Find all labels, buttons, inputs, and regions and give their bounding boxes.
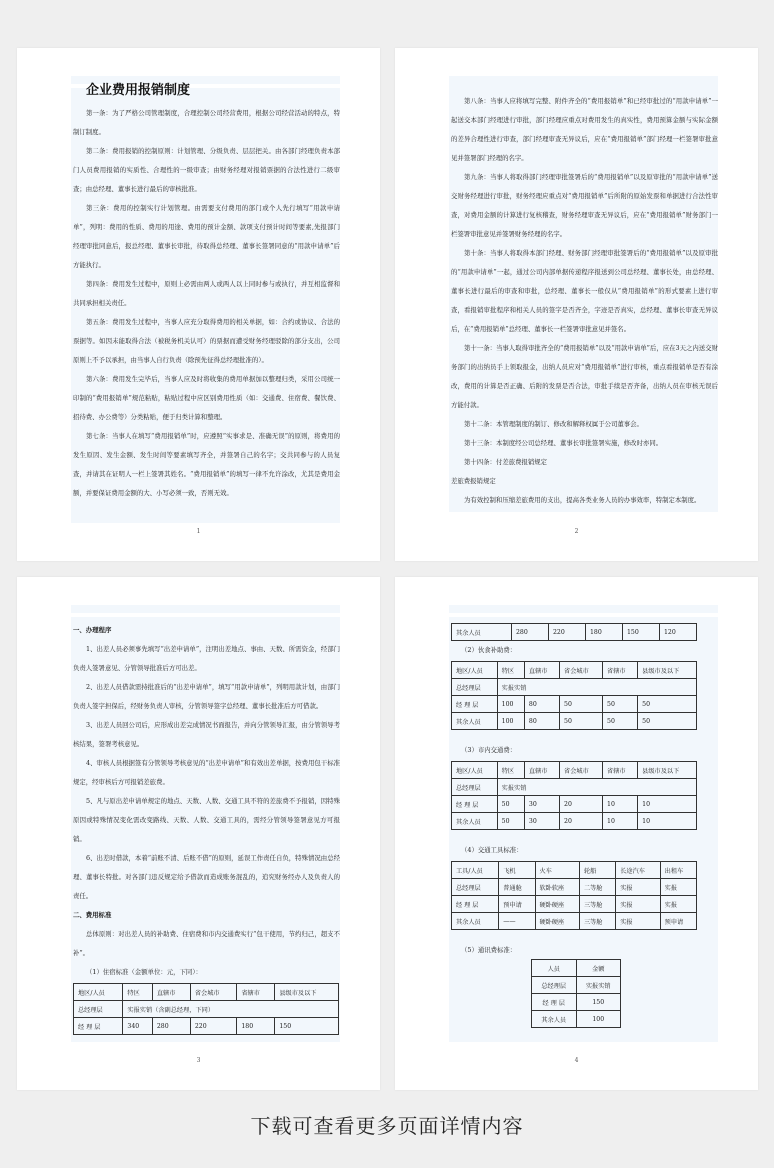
- procedure-item-5: 5、凡与原出差申请单规定的地点、天数、人数、交通工具不符的差旅费不予报销，因特殊原因或特殊情况变化需改变路线、天数、人数、交通工具的，需经分管领导签署意见方可报销。: [73, 797, 340, 843]
- meal-table: [451, 661, 697, 730]
- table-cell: 直辖市: [524, 762, 559, 779]
- table-cell: 总经理层: [452, 879, 499, 896]
- table-cell: 100: [497, 713, 524, 730]
- table-cell: 80: [524, 696, 559, 713]
- phone-table: [531, 959, 621, 1028]
- article-1: 第一条：为了严格公司管理制度，合理控制公司经营费用，根据公司经营活动的特点，特制订制度。: [73, 109, 340, 136]
- document-page-2: [395, 48, 758, 561]
- procedure-item-4: 4、审核人员根据签有分管领导考核意见的“出差申请单”和有效出差单据，按费用包干标准规定，经审核后方可报销差旅费。: [73, 759, 340, 786]
- table-cell: 总经理层: [452, 779, 498, 796]
- table-cell: 人员: [532, 960, 577, 977]
- table-cell: 硬卧硬座: [535, 896, 579, 913]
- table-cell: 220: [549, 624, 586, 641]
- article-13: 第十三条：本制度经公司总经理、董事长审批签署实施，修改时亦同。: [464, 439, 663, 447]
- table-cell: 100: [576, 1011, 621, 1028]
- standards-principle: 总体原则：对出差人员的补助费、住宿费和市内交通费实行“包干使用，节约归己，超支不补”。: [73, 930, 340, 957]
- table-cell: 特区: [497, 662, 524, 679]
- table-cell: 50: [603, 713, 638, 730]
- table-cell: 150: [623, 624, 660, 641]
- table-cell: 其余人员: [532, 1011, 577, 1028]
- table-cell: 10: [603, 796, 638, 813]
- table-cell: 340: [123, 1018, 152, 1035]
- procedure-item-2: 2、出差人员借款需持批准后的“出差申请单”，填写“用款申请单”，列明用款计划，由部门负责人签字担保后，经财务负责人审核，分管领导签字总经理、董事长批准后方可借款。: [73, 683, 340, 710]
- article-4: 第四条：费用发生过程中，原则上必需由两人或两人以上同时参与或执行，并互相监督和共同承担相关责任。: [73, 280, 340, 307]
- table-cell: 三等舱: [579, 896, 615, 913]
- table-cell: 经 理 层: [74, 1018, 123, 1035]
- article-10: 第十条：当事人将取得本部门经理、财务部门经理审批签署后的“费用报销单”以及原审批的“用款申请单”一起，通过公司内部单据传递程序报送到公司总经理、董事长处，由总经理、董事长进行最后的审查和审批，总经理、董事长一般仅从“费用报销单”的形式要素上进行审查，看报销审批程序和相关人员的签字是否齐全，字迹是否真实，总经理、董事长审查无异议后，在“费用报销单”总经理、董事长一栏签署审批意见并签名。: [451, 249, 718, 333]
- page-header-band: [71, 605, 340, 613]
- table-row: [532, 994, 621, 1011]
- table-cell: 县级市及以下: [638, 662, 697, 679]
- transport-table-label: （3）市内交通费：: [461, 746, 517, 754]
- table-row: [452, 879, 697, 896]
- section-procedure: 一、办理程序: [73, 626, 112, 634]
- table-cell: 其余人员: [452, 813, 498, 830]
- table-cell: 三等舱: [579, 913, 615, 930]
- table-cell: 50: [603, 696, 638, 713]
- table-cell: 经 理 层: [452, 696, 498, 713]
- table-cell: 80: [524, 713, 559, 730]
- table-cell: 特区: [497, 762, 524, 779]
- table-cell: 其余人员: [452, 713, 498, 730]
- table-cell: 地区/人员: [74, 984, 123, 1001]
- table-row: [452, 913, 697, 930]
- article-11: 第十一条：当事人取得审批齐全的“费用报销单”以及“用款申请单”后，应在3天之内送交财务部门的出纳员手上领取报金，出纳人员应对“费用报销单”进行审核，重点看报销单是否有涂改，费用的计算是否正确、后附的发票是否合法，审批手续是否齐备，出纳人员在审核无误后方能付款。: [451, 344, 718, 409]
- table-cell: 280: [512, 624, 549, 641]
- table-row: [452, 896, 697, 913]
- download-more-link[interactable]: 下载可查看更多页面详情内容: [250, 1114, 524, 1138]
- page-3-content: [73, 621, 340, 981]
- page-1-content: [73, 78, 340, 503]
- table-cell: 10: [603, 813, 638, 830]
- table-cell: 50: [560, 696, 603, 713]
- table-cell: 经 理 层: [452, 796, 498, 813]
- article-12: 第十二条：本管理制度的制订、修改和解释权属于公司董事会。: [464, 420, 643, 428]
- table-cell: 省会城市: [190, 984, 237, 1001]
- table-cell: 总经理层: [452, 679, 498, 696]
- table-cell: 预申请: [660, 913, 696, 930]
- table-row: [452, 762, 697, 779]
- table-row: [452, 679, 697, 696]
- procedure-item-3: 3、出差人员回公司后，应形成出差完成情况书面报告，并向分管领导汇报，由分管领导考核结果，签署考核意见。: [73, 721, 340, 748]
- article-9: 第九条：当事人将取得部门经理审批签署后的“费用报销单”以及原审批的“用款申请单”送交财务经理进行审批，财务经理应重点对“费用报销单”后所附的原始发票和单据进行合法性审查，对费用金额的计算进行复核稽查，财务经理审查无异议后，应在“费用报销单”财务部门一栏签署审批意见并签署财务经理的名字。: [451, 173, 718, 238]
- table-cell: 省辖市: [237, 984, 275, 1001]
- article-7: 第七条：当事人在填写“费用报销单”时，应遵照“实事求是、准确无误”的原则，将费用的发生原因、发生金额、发生时间等要素填写齐全，并签署自己的名字；交共同参与的人员复查，并请其在证明人一栏上签署其姓名。“费用报销单”的填写一律不允许涂改，尤其是费用金额，并要保证费用金额的大、小写必须一致，否则无效。: [73, 432, 340, 497]
- table-cell: 总经理层: [74, 1001, 123, 1018]
- table-row: [452, 713, 697, 730]
- table-cell: 220: [190, 1018, 237, 1035]
- table-cell: 50: [560, 713, 603, 730]
- table-cell: ——: [499, 913, 535, 930]
- table-row: [452, 862, 697, 879]
- travel-rules-intro: 为有效控制和压缩差旅费用的支出，提高各类业务人员的办事效率，特制定本制度。: [464, 496, 701, 504]
- page-number: 2: [574, 528, 579, 535]
- table-row: [452, 796, 697, 813]
- table-cell: 省辖市: [603, 762, 638, 779]
- table-row: [452, 779, 697, 796]
- table-cell: 直辖市: [152, 984, 190, 1001]
- article-2: 第二条：费用报销的控制原则：计划管理、分级负责、层层把关。由各部门经理负责本部门人员费用报销的实质性、合理性的一级审查；由财务经理对报销票据的合法性进行二级审查；由总经理、董事长进行最后的审核批准。: [73, 147, 340, 193]
- table-cell: 轮船: [579, 862, 615, 879]
- table-cell: 30: [524, 796, 559, 813]
- table-cell: 其余人员: [452, 913, 499, 930]
- table-row: [74, 1001, 339, 1018]
- table-cell: 实报实销（含副总经理，下同）: [123, 1001, 339, 1018]
- table-row: [532, 1011, 621, 1028]
- table-cell: 实报: [660, 896, 696, 913]
- table-row: [452, 813, 697, 830]
- table-cell: 金额: [576, 960, 621, 977]
- table-cell: 120: [660, 624, 697, 641]
- page-number: 1: [196, 528, 201, 535]
- article-14: 第十四条：付差旅费报销规定: [464, 458, 548, 466]
- table-cell: 实报实销: [497, 779, 696, 796]
- table-cell: 50: [638, 696, 697, 713]
- vehicle-table: [451, 861, 697, 930]
- table-cell: 实报: [616, 896, 660, 913]
- procedure-item-1: 1、出差人员必须事先填写“出差申请单”，注明出差地点、事由、天数、所需资金，经部门负责人签署意见、分管领导批准后方可出差。: [73, 645, 340, 672]
- vehicle-table-label: （4）交通工具标准：: [461, 846, 523, 854]
- table-cell: 县级市及以下: [638, 762, 697, 779]
- table-cell: 50: [497, 813, 524, 830]
- page-number: 4: [574, 1057, 579, 1064]
- table-cell: 实报: [660, 879, 696, 896]
- phone-table-label: （5）通讯费标准：: [461, 946, 517, 954]
- table-cell: 180: [237, 1018, 275, 1035]
- table-row: [74, 984, 339, 1001]
- table-cell: 实报实销: [497, 679, 696, 696]
- table-cell: 飞机: [499, 862, 535, 879]
- table-cell: 180: [586, 624, 623, 641]
- table-cell: 实报: [616, 879, 660, 896]
- table-cell: 10: [638, 813, 697, 830]
- table-cell: 预申请: [499, 896, 535, 913]
- table-cell: 其余人员: [452, 624, 512, 641]
- table-cell: 县级市及以下: [275, 984, 339, 1001]
- meal-table-label: （2）伙食补助费：: [461, 646, 517, 654]
- table-cell: 省辖市: [603, 662, 638, 679]
- table-cell: 30: [524, 813, 559, 830]
- table-cell: 长途汽车: [616, 862, 660, 879]
- table-cell: 出租车: [660, 862, 696, 879]
- table-cell: 150: [275, 1018, 339, 1035]
- page-header-band: [449, 605, 718, 613]
- table-cell: 普通舱: [499, 879, 535, 896]
- table-row: [532, 960, 621, 977]
- table-cell: 二等舱: [579, 879, 615, 896]
- table-cell: 50: [638, 713, 697, 730]
- document-title: 企业费用报销制度: [86, 83, 191, 98]
- table-cell: 省会城市: [560, 662, 603, 679]
- travel-rules-subtitle: 差旅费报销规定: [451, 477, 496, 485]
- table-cell: 10: [638, 796, 697, 813]
- table-cell: 火车: [535, 862, 579, 879]
- transport-table: [451, 761, 697, 830]
- table-cell: 150: [576, 994, 621, 1011]
- table-cell: 工具/人员: [452, 862, 499, 879]
- lodging-table: [73, 983, 339, 1035]
- table-cell: 省会城市: [560, 762, 603, 779]
- table-cell: 经 理 层: [452, 896, 499, 913]
- page-number: 3: [196, 1057, 201, 1064]
- document-page-3: [17, 577, 380, 1090]
- table-row: [452, 662, 697, 679]
- table-cell: 硬卧硬座: [535, 913, 579, 930]
- table-cell: 实报实销: [576, 977, 621, 994]
- lodging-table-label: （1）住宿标准（金额单位：元，下同）：: [86, 968, 202, 976]
- document-page-4: [395, 577, 758, 1090]
- document-page-1: [17, 48, 380, 561]
- table-cell: 地区/人员: [452, 662, 498, 679]
- table-row: [74, 1018, 339, 1035]
- article-8: 第八条：当事人应将填写完整、附件齐全的“费用报销单”和已经审批过的“用款申请单”一起送交本部门经理进行审批，部门经理应重点对费用发生的真实性，费用预算金额与实际金额的差异合理性进行审查，部门经理审查无异议后，应在“费用报销单”部门经理一栏签署审批意见并签署部门经理的名字。: [451, 97, 718, 162]
- article-5: 第五条：费用发生过程中，当事人应充分取得费用的相关单据，如：合约或协议、合法的票据等。如因未能取得合法（被税务机关认可）的票据而遭受财务经理驳除的部分支出，公司原则上不予以承担，由当事人自行负责（除预先征得总经理批准的）。: [73, 318, 340, 364]
- lodging-table-continued: [451, 623, 697, 641]
- table-cell: 100: [497, 696, 524, 713]
- table-cell: 直辖市: [524, 662, 559, 679]
- table-row: [452, 696, 697, 713]
- page-2-content: [451, 92, 718, 510]
- article-6: 第六条：费用发生完毕后，当事人应及时将收集的费用单据加以整理归类，采用公司统一印制的“费用报销单”规范粘贴，粘贴过程中应区别费用性质（如：交通费、住宿费、餐饮费、招待费、办公费等）分类粘贴，便于归类计算和整理。: [73, 375, 340, 421]
- table-cell: 20: [560, 796, 603, 813]
- table-cell: 20: [560, 813, 603, 830]
- table-cell: 280: [152, 1018, 190, 1035]
- table-row: [532, 977, 621, 994]
- table-cell: 50: [497, 796, 524, 813]
- table-cell: 经 理 层: [532, 994, 577, 1011]
- table-row: [452, 624, 697, 641]
- table-cell: 软卧软座: [535, 879, 579, 896]
- table-cell: 实报: [616, 913, 660, 930]
- table-cell: 地区/人员: [452, 762, 498, 779]
- section-standards: 二、费用标准: [73, 911, 112, 919]
- article-3: 第三条：费用的控制实行计划管理。由需要支付费用的部门或个人先行填写“用款申请单”，列明：费用的性质、费用的用途、费用的预计金额、款项支付预计时间等要素,先报部门经理审批同意后，报总经理、董事长审批，待取得总经理、董事长签署同意的“用款申请单”后方能执行。: [73, 204, 340, 269]
- table-cell: 总经理层: [532, 977, 577, 994]
- procedure-item-6: 6、出差时借款，本着“前账不清、后账不借”的原则，延误工作责任自负，特殊情况由总经理、董事长特批。对各部门违反规定给予借款而造成账务混乱的，追究财务经办人及负责人的责任。: [73, 854, 340, 900]
- table-cell: 特区: [123, 984, 152, 1001]
